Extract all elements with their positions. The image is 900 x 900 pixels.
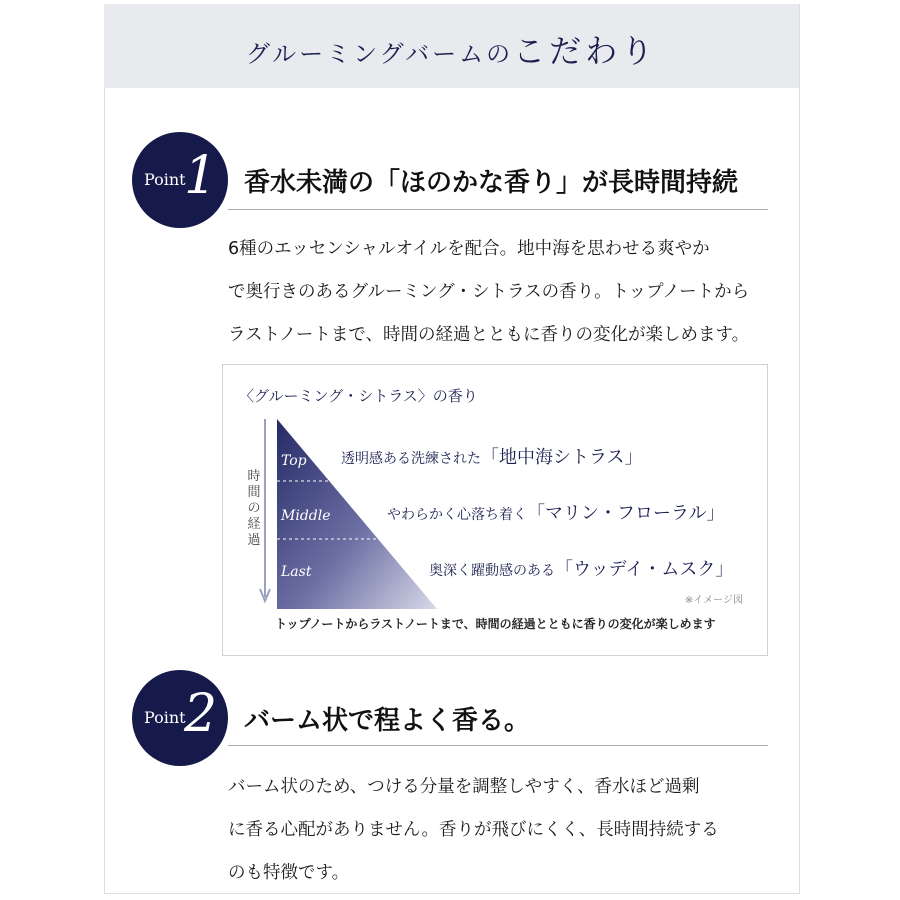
point-1-badge-number: 1 <box>184 146 218 206</box>
note-last-name: 「ウッデイ・ムスク」 <box>555 559 734 580</box>
point-1-line: で奥行きのあるグルーミング・シトラスの香り。トップノートから <box>228 282 750 302</box>
point-1-heading: 香水未満の「ほのかな香り」が長時間持続 <box>244 168 739 198</box>
note-last-desc: 奥深く躍動感のある <box>429 563 555 579</box>
point-2-body <box>228 766 776 895</box>
fragrance-diagram <box>222 364 768 656</box>
point-2-badge <box>132 670 228 766</box>
time-axis-label: 時間の経過 <box>247 469 261 548</box>
image-note: ※イメージ図 <box>684 595 743 606</box>
point-1-line: ラストノートまで、時間の経過とともに香りの変化が楽しめます。 <box>228 325 750 345</box>
header-title-prefix: グルーミングバームの <box>245 40 514 68</box>
point-2-badge-label: Point <box>144 708 186 727</box>
point-2-divider <box>228 745 768 746</box>
point-1-body <box>228 228 776 357</box>
note-last <box>429 555 733 581</box>
note-middle-name: 「マリン・フローラル」 <box>527 503 725 524</box>
note-top-name: 「地中海シトラス」 <box>481 447 643 468</box>
note-top <box>341 443 642 469</box>
point-2-line: バーム状のため、つける分量を調整しやすく、香水ほど過剰 <box>228 777 700 797</box>
point-2-badge-number: 2 <box>184 684 218 744</box>
note-label-middle: Middle <box>281 508 331 524</box>
point-1-badge-label: Point <box>144 170 186 189</box>
note-middle-desc: やわらかく心落ち着く <box>387 507 527 523</box>
note-middle <box>387 499 724 525</box>
note-top-desc: 透明感ある洗練された <box>341 451 481 467</box>
point-1-divider <box>228 209 768 210</box>
point-2-line: のも特徴です。 <box>228 863 350 883</box>
point-2-heading: バーム状で程よく香る。 <box>244 706 531 736</box>
note-label-last: Last <box>281 564 312 580</box>
header-title <box>104 26 799 72</box>
header-title-emphasis: こだわり <box>513 32 658 70</box>
point-2-line: に香る心配がありません。香りが飛びにくく、長時間持続する <box>228 820 719 840</box>
section-header <box>104 4 799 88</box>
point-1-line: 6種のエッセンシャルオイルを配合。地中海を思わせる爽やか <box>228 239 710 259</box>
diagram-title: 〈グルーミング・シトラス〉の香り <box>239 387 478 405</box>
point-1-badge <box>132 132 228 228</box>
diagram-caption: トップノートからラストノートまで、時間の経過とともに香りの変化が楽しめます <box>275 617 716 631</box>
note-label-top: Top <box>281 453 307 469</box>
